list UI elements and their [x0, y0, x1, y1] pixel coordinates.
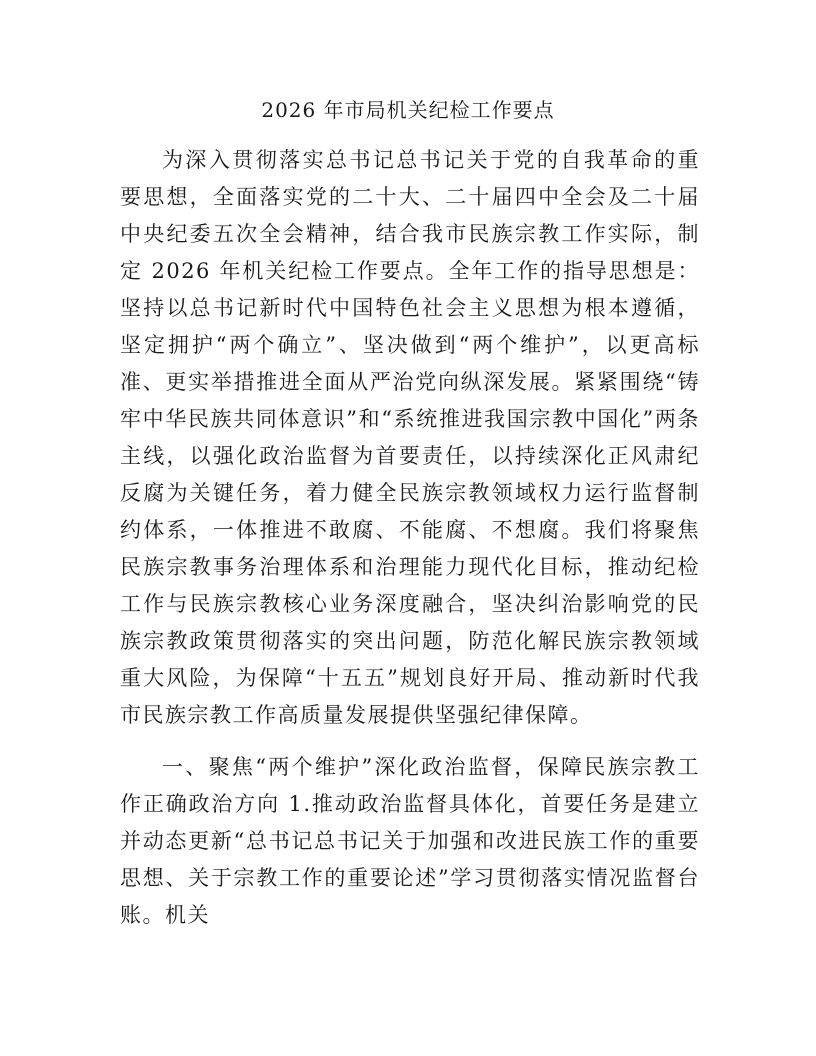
paragraph-intro: 为深入贯彻落实总书记总书记关于党的自我革命的重要思想，全面落实党的二十大、二十届四中全会及二十届中央纪委五次全会精神，结合我市民族宗教工作实际，制定 2026 年机关纪检工作要点。全年工作的指导思想是：坚持以总书记新时代中国特色社会主义思想为根本遵循，坚定拥护“两个确立”、坚决做到“两个维护”，以更高标准、更实举措推进全面从严治党向纵深发展。紧紧围绕“铸牢中华民族共同体意识”和“系统推进我国宗教中国化”两条主线，以强化政治监督为首要责任，以持续深化正风肃纪反腐为关键任务，着力健全民族宗教领域权力运行监督制约体系，一体推进不敢腐、不能腐、不想腐。我们将聚焦民族宗教事务治理体系和治理能力现代化目标，推动纪检工作与民族宗教核心业务深度融合，坚决纠治影响党的民族宗教政策贯彻落实的突出问题，防范化解民族宗教领域重大风险，为保障“十五五”规划良好开局、推动新时代我市民族宗教工作高质量发展提供坚强纪律保障。 [120, 148, 700, 727]
document-title: 2026 年市局机关纪检工作要点 [261, 98, 555, 122]
paragraph-section-one: 一、聚焦“两个维护”深化政治监督，保障民族宗教工作正确政治方向 1.推动政治监督具体化，首要任务是建立并动态更新“总书记总书记关于加强和改进民族工作的重要思想、关于宗教工作的重要论述”学习贯彻落实情况监督台账。机关 [120, 755, 700, 927]
